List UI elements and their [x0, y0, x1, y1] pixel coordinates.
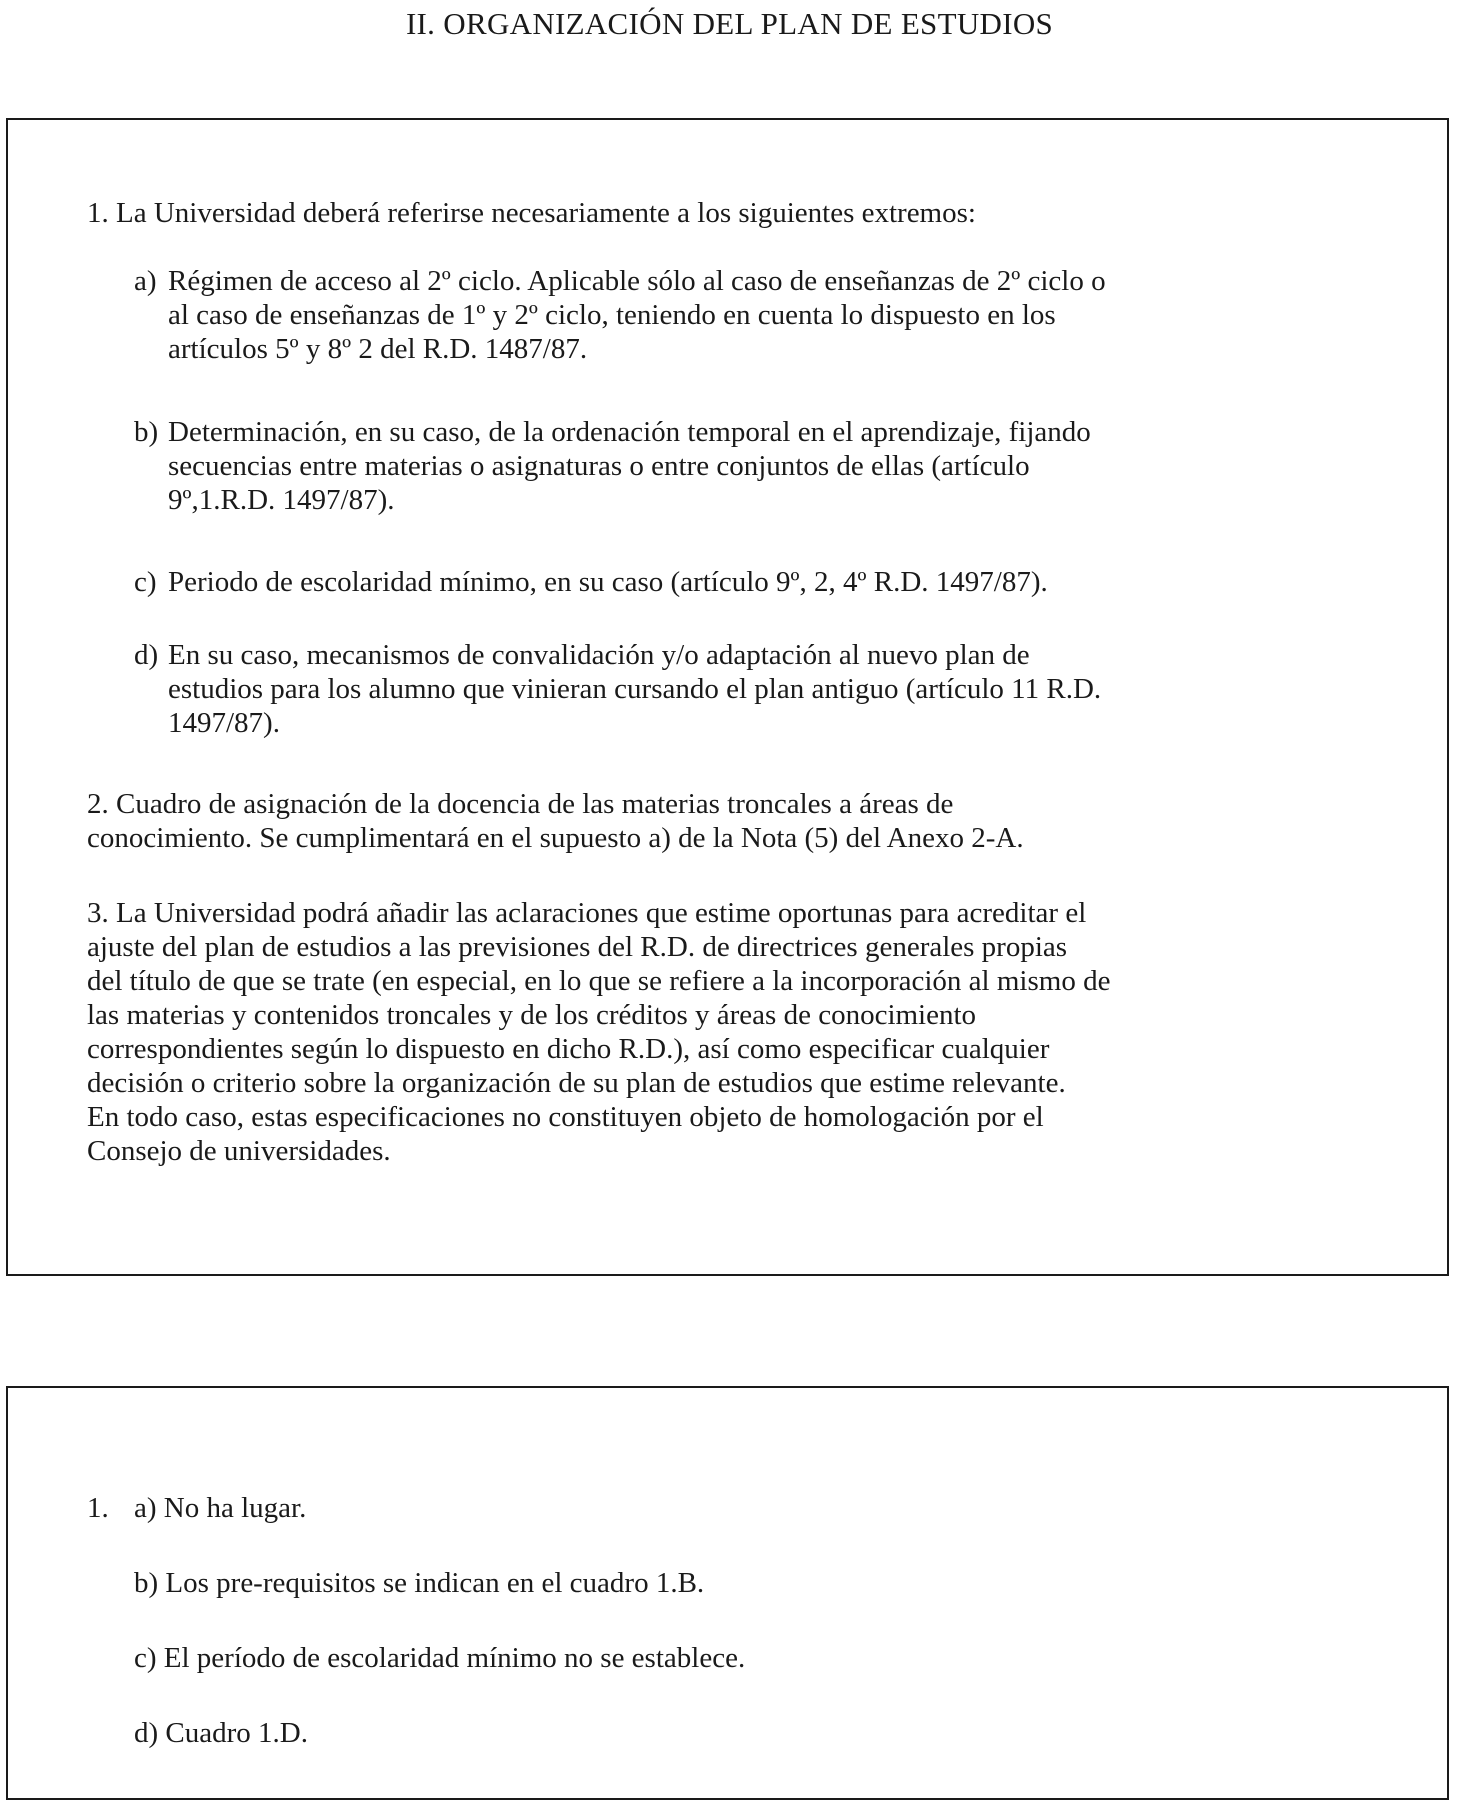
item-label: b) — [134, 416, 159, 448]
item-label: c) — [134, 566, 157, 598]
answers-number: 1. — [87, 1492, 109, 1524]
paragraph-line: decisión o criterio sobre la organización de su plan de estudios que estime relevante. — [87, 1067, 1066, 1099]
instruction-point-2 — [87, 787, 1024, 855]
paragraph-line: En todo caso, estas especificaciones no constituyen objeto de homologación por el — [87, 1101, 1044, 1133]
instruction-point-3 — [87, 896, 1110, 1168]
item-line: Determinación, en su caso, de la ordenación temporal en el aprendizaje, fijando — [168, 416, 1091, 448]
item-label: d) — [134, 639, 159, 671]
answer-item-c: c) El período de escolaridad mínimo no se establece. — [134, 1642, 746, 1674]
page-title: II. ORGANIZACIÓN DEL PLAN DE ESTUDIOS — [405, 6, 1054, 41]
item-line: estudios para los alumno que vinieran cursando el plan antiguo (artículo 11 R.D. — [168, 673, 1102, 705]
item-line: Régimen de acceso al 2º ciclo. Aplicable sólo al caso de enseñanzas de 2º ciclo o — [168, 265, 1106, 297]
paragraph-line: ajuste del plan de estudios a las previsiones del R.D. de directrices generales propias — [87, 931, 1068, 963]
paragraph-line: conocimiento. Se cumplimentará en el supuesto a) de la Nota (5) del Anexo 2-A. — [87, 822, 1024, 854]
answer-item-b: b) Los pre-requisitos se indican en el cuadro 1.B. — [134, 1567, 705, 1599]
item-line: artículos 5º y 8º 2 del R.D. 1487/87. — [168, 333, 588, 365]
item-line: secuencias entre materias o asignaturas o entre conjuntos de ellas (artículo — [168, 450, 1030, 482]
item-label: a) — [134, 265, 157, 297]
paragraph-line: 3. La Universidad podrá añadir las aclaraciones que estime oportunas para acreditar el — [87, 897, 1087, 929]
paragraph-line: correspondientes según lo dispuesto en dicho R.D.), así como especificar cualquier — [87, 1033, 1050, 1065]
paragraph-line: Consejo de universidades. — [87, 1135, 391, 1167]
answer-item-a: a) No ha lugar. — [134, 1492, 307, 1524]
answer-item-d: d) Cuadro 1.D. — [134, 1717, 308, 1749]
paragraph-line: del título de que se trate (en especial, en lo que se refiere a la incorporación al mismo de — [87, 965, 1111, 997]
item-line: 9º,1.R.D. 1497/87). — [168, 484, 395, 516]
item-line: Periodo de escolaridad mínimo, en su caso (artículo 9º, 2, 4º R.D. 1497/87). — [168, 566, 1048, 598]
item-line: En su caso, mecanismos de convalidación y/o adaptación al nuevo plan de — [168, 639, 1030, 671]
paragraph-line: 2. Cuadro de asignación de la docencia de las materias troncales a áreas de — [87, 788, 954, 820]
item-line: al caso de enseñanzas de 1º y 2º ciclo, teniendo en cuenta lo dispuesto en los — [168, 299, 1056, 331]
instructions-intro: 1. La Universidad deberá referirse necesariamente a los siguientes extremos: — [87, 197, 976, 229]
paragraph-line: las materias y contenidos troncales y de los créditos y áreas de conocimiento — [87, 999, 977, 1031]
item-line: 1497/87). — [168, 707, 280, 739]
